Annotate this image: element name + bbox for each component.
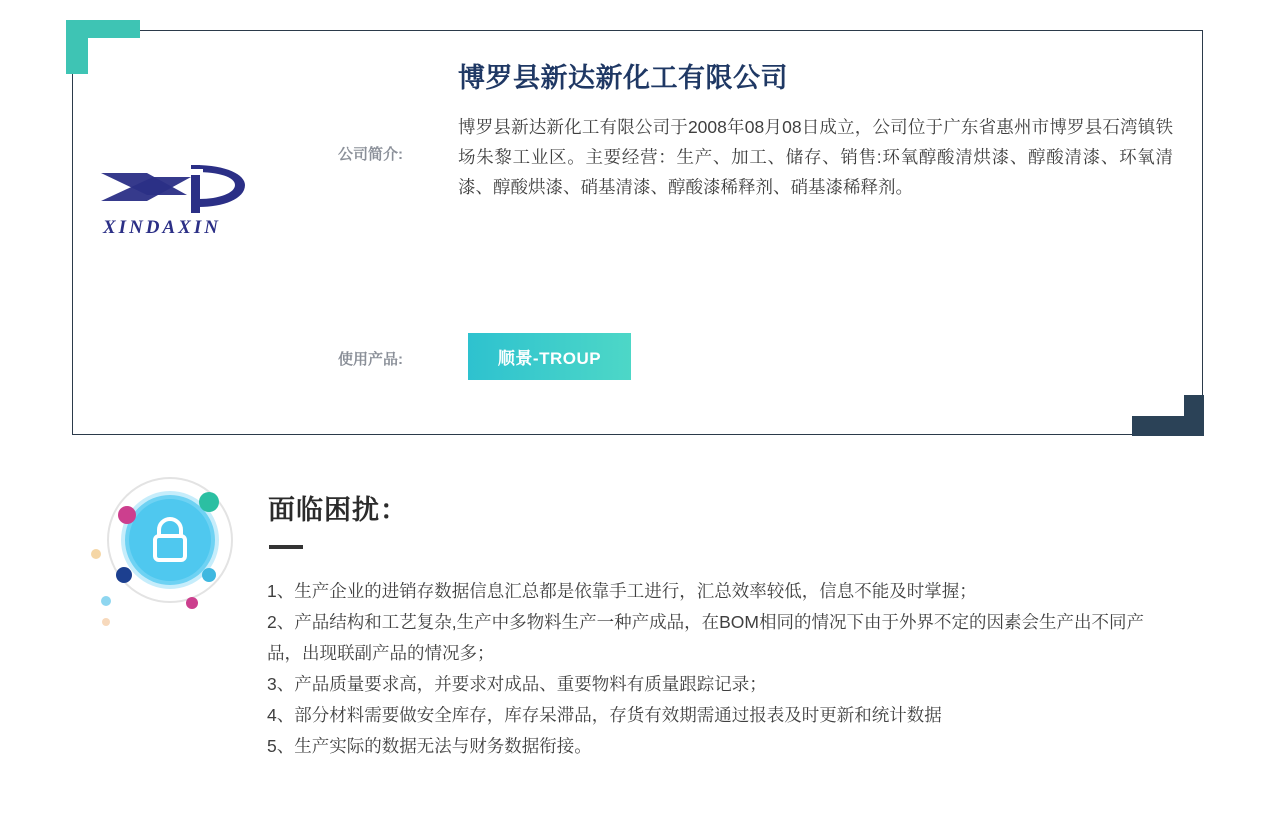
list-item: 5、生产实际的数据无法与财务数据衔接。 [267, 736, 592, 756]
section-title: 面临困扰： [268, 495, 408, 525]
corner-accent-teal-horizontal [66, 20, 140, 38]
logo-mark-icon [95, 155, 265, 225]
corner-accent-dark-notch [1132, 395, 1184, 416]
company-logo [95, 155, 265, 245]
list-item: 2、产品结构和工艺复杂,生产中多物料生产一种产成品，在BOM相同的情况下由于外界不定的因素会生产出不同产品，出现联副产品的情况多； [267, 612, 1144, 663]
logo-wordmark: XINDAXIN [103, 217, 221, 238]
intro-label: 公司简介: [338, 146, 403, 163]
company-intro-text: 博罗县新达新化工有限公司于2008年08月08日成立，公司位于广东省惠州市博罗县石湾镇铁场朱黎工业区。主要经营：生产、加工、储存、销售:环氧醇酸清烘漆、醇酸清漆、环氧清漆、醇酸烘漆、硝基清漆、醇酸漆稀释剂、硝基漆稀释剂。 [458, 117, 1173, 197]
list-item: 4、部分材料需要做安全库存，库存呆滞品，存货有效期需通过报表及时更新和统计数据 [267, 705, 942, 725]
product-badge[interactable]: 顺景-TROUP [468, 333, 631, 380]
company-title: 博罗县新达新化工有限公司 [458, 63, 788, 93]
product-label: 使用产品: [338, 351, 403, 368]
list-item: 1、生产企业的进销存数据信息汇总都是依靠手工进行，汇总效率较低，信息不能及时掌握； [267, 581, 977, 601]
lock-circle-icon [80, 470, 260, 630]
section-title-underline [269, 545, 303, 549]
trouble-list [267, 576, 1172, 762]
list-item: 3、产品质量要求高，并要求对成品、重要物料有质量跟踪记录； [267, 674, 767, 694]
